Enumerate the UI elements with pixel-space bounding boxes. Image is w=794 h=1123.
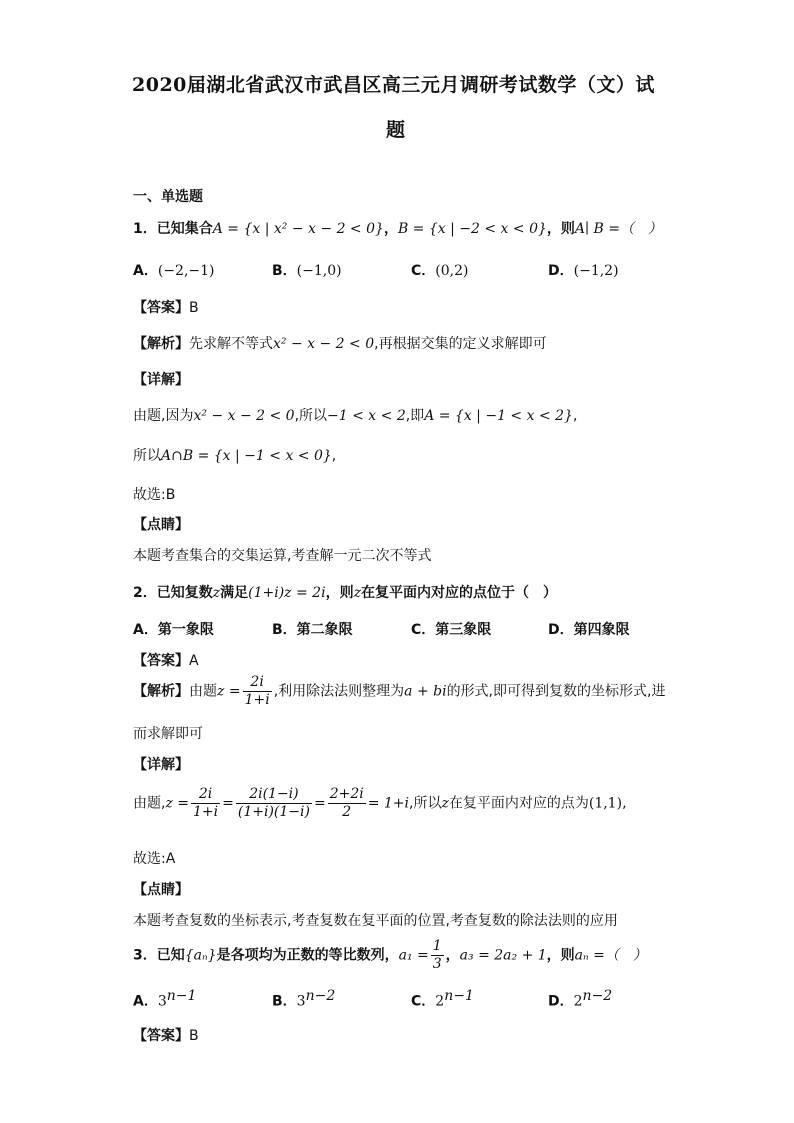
question-3-stem: 3．已知{aₙ}是各项均为正数的等比数列，a₁ = $\frac{1}{3}$ ，a₃ = 2a₂ + 1，则aₙ =（ ） — [133, 938, 647, 972]
q2-analysis-line-2: 而求解即可 — [133, 726, 203, 742]
page-title-line-1: 2020届湖北省武汉市武昌区高三元月调研考试数学（文）试 — [132, 74, 655, 96]
question-1-number: 1． — [133, 221, 157, 237]
q1-option-d: D．(−1,2) — [548, 263, 619, 279]
q1-answer: 【答案】B — [133, 300, 199, 316]
q2-option-c: C．第三象限 — [411, 622, 492, 638]
q2-comment-heading: 【点睛】 — [133, 882, 189, 898]
q1-option-b: B．(−1,0) — [272, 263, 342, 279]
q2-option-a: A．第一象限 — [133, 622, 214, 638]
q1-detail-line-2: 所以A∩B = {x | −1 < x < 0}, — [133, 448, 337, 464]
q2-answer: 【答案】A — [133, 653, 199, 669]
section-heading: 一、单选题 — [133, 189, 203, 205]
question-1-ask: A∣ B =（ ） — [574, 221, 662, 237]
question-1-stem: 1．已知集合A = {x | x² − x − 2 < 0}，B = {x | −2 < x < 0}，则A∣ B =（ ） — [133, 221, 662, 237]
q1-detail-line-1: 由题,因为x² − x − 2 < 0,所以−1 < x < 2,即A = {x | −1 < x < 2}, — [133, 408, 578, 424]
q1-analysis: 【解析】先求解不等式x² − x − 2 < 0,再根据交集的定义求解即可 — [133, 336, 547, 352]
q1-detail-heading: 【详解】 — [133, 372, 189, 388]
q3-option-c: C．$2^{n-1}$ — [411, 988, 474, 1010]
q2-choice: 故选:A — [133, 851, 176, 867]
q2-detail-heading: 【详解】 — [133, 757, 189, 773]
q2-detail-line: 由题,z = $\frac{2i}{1+i}$ = $\frac{2i(1-i)}{(1+i)(1-i)}$ = $\frac{2+2i}{2}$ = 1+i,所以z在复平面内对应的点为(1,1), — [133, 786, 627, 820]
page-title-line-2: 题 — [386, 119, 406, 141]
question-2-number: 2． — [133, 585, 157, 601]
q2-analysis-line-1: 【解析】由题z = $\frac{2i}{1+i}$ ,利用除法法则整理为a + bi的形式,即可得到复数的坐标形式,进 — [133, 674, 666, 708]
question-2-stem: 2．已知复数z满足(1+i)z = 2i，则z在复平面内对应的点位于（ ） — [133, 585, 557, 601]
question-3-number: 3． — [133, 947, 157, 964]
q1-comment-heading: 【点睛】 — [133, 517, 189, 533]
set-a-expression: A = {x | x² − x − 2 < 0} — [212, 221, 384, 237]
q2-option-d: D．第四象限 — [548, 622, 630, 638]
q3-option-b: B．$3^{n-2}$ — [272, 988, 336, 1010]
q3-answer: 【答案】B — [133, 1028, 199, 1044]
q2-comment: 本题考查复数的坐标表示,考查复数在复平面的位置,考查复数的除法法则的应用 — [133, 913, 618, 929]
q1-choice: 故选:B — [133, 487, 176, 503]
q3-option-d: D．$2^{n-2}$ — [548, 988, 613, 1010]
q1-comment: 本题考查集合的交集运算,考查解一元二次不等式 — [133, 548, 432, 564]
q1-option-a: A．(−2,−1) — [133, 263, 215, 279]
q2-option-b: B．第二象限 — [272, 622, 353, 638]
q1-option-c: C．(0,2) — [411, 263, 469, 279]
q3-option-a: A．$3^{n-1}$ — [133, 988, 197, 1010]
set-b-expression: B = {x | −2 < x < 0} — [397, 221, 547, 237]
